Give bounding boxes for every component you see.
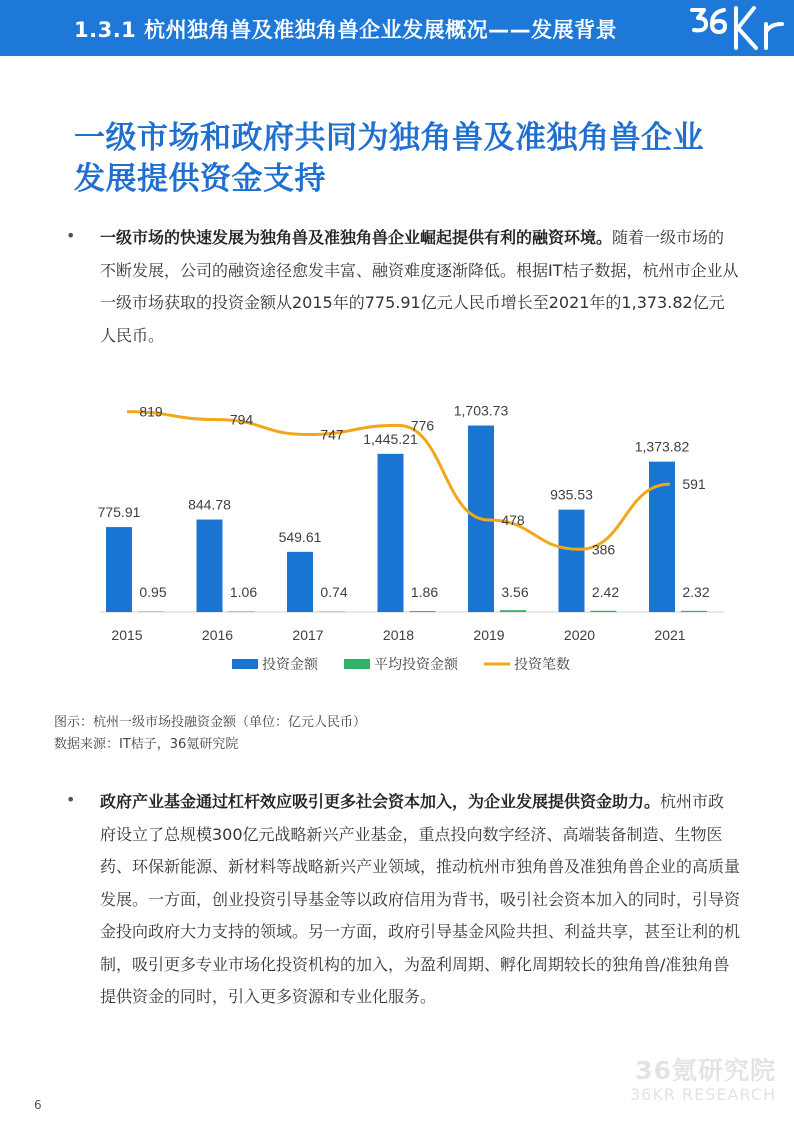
- line-label-2021: 591: [682, 476, 706, 493]
- paragraph-market-lead: 一级市场的快速发展为独角兽及准独角兽企业崛起提供有利的融资环境。: [100, 228, 613, 247]
- watermark-cn: 36氪研究院: [635, 1056, 776, 1085]
- main-title-line1: 一级市场和政府共同为独角兽及准独角兽企业: [74, 120, 704, 156]
- bar-label-average-2021: 2.32: [682, 584, 710, 600]
- bar-label-investment-2017: 549.61: [278, 528, 322, 545]
- x-tick-2015: 2015: [111, 627, 143, 643]
- bar-label-investment-2015: 775.91: [97, 504, 141, 521]
- 36kr-logo-mark: [692, 8, 782, 48]
- bar-label-investment-2021: 1,373.82: [634, 438, 690, 455]
- x-tick-2016: 2016: [201, 627, 234, 643]
- bar-label-average-2020: 2.42: [591, 584, 620, 600]
- line-label-2020: 386: [591, 541, 616, 558]
- x-tick-2021: 2021: [654, 627, 686, 643]
- bar-average-2020: [591, 611, 617, 612]
- bar-investment-2018: [378, 454, 404, 612]
- line-label-2017: 747: [320, 426, 344, 443]
- bar-investment-2016: [197, 520, 223, 612]
- bar-average-2021: [681, 611, 707, 612]
- watermark: [630, 1056, 776, 1104]
- line-label-2015: 819: [139, 403, 163, 420]
- watermark-en: 36KR RESEARCH: [629, 1085, 776, 1104]
- line-label-2018: 776: [410, 417, 435, 434]
- bullet-2: •: [66, 790, 76, 809]
- x-tick-2018: 2018: [382, 627, 415, 643]
- paragraph-market: [100, 222, 740, 352]
- paragraph-government-body: 杭州市政府设立了总规模300亿元战略新兴产业基金，重点投向数字经济、高端装备制造、生物医药、环保新能源、新材料等战略新兴产业领域，推动杭州市独角兽及准独角兽企业的高质量发展。一方面，创业投资引导基金等以政府信用为背书，吸引社会资本加入的同时，引导资金投向政府大力支持的领域。另一方面，政府引导基金风险共担、利益共享，甚至让利的机制，吸引更多专业市场化投资机构的加入，为盈利周期、孵化周期较长的独角兽/准独角兽提供资金的同时，引入更多资源和专业化服务。: [100, 792, 741, 1006]
- bar-average-2018: [410, 611, 436, 612]
- paragraph-government: [100, 786, 740, 1014]
- bar-label-average-2016: 1.06: [229, 584, 258, 600]
- x-tick-2020: 2020: [563, 627, 596, 643]
- bar-label-average-2017: 0.74: [320, 584, 348, 600]
- legend-swatch-1: [344, 659, 370, 669]
- paragraph-market-body: 随着一级市场的不断发展，公司的融资途径愈发丰富、融资难度逐渐降低。根据IT桔子数据，杭州市企业从一级市场获取的投资金额从2015年的775.91亿元人民币增长至2021年的1,373.82亿元人民币。: [100, 228, 739, 345]
- main-title: [74, 118, 734, 200]
- bar-label-investment-2018: 1,445.21: [363, 430, 418, 447]
- bar-average-2019: [500, 610, 526, 612]
- page-number: 6: [34, 1098, 42, 1112]
- header-title: 1.3.1 杭州独角兽及准独角兽企业发展概况——发展背景: [74, 18, 618, 42]
- bar-label-average-2018: 1.86: [410, 584, 439, 600]
- x-tick-2017: 2017: [292, 627, 324, 643]
- bullet-1: •: [66, 226, 76, 245]
- bar-label-investment-2020: 935.53: [550, 486, 593, 503]
- paragraph-government-lead: 政府产业基金通过杠杆效应吸引更多社会资本加入，为企业发展提供资金助力。: [100, 792, 661, 811]
- legend-swatch-0: [232, 659, 258, 669]
- bar-investment-2017: [287, 552, 313, 612]
- bar-investment-2015: [106, 527, 132, 612]
- 36kr-logo: [688, 2, 788, 52]
- bar-label-investment-2019: 1,703.73: [453, 402, 509, 419]
- line-label-2019: 478: [501, 512, 525, 529]
- bar-label-average-2015: 0.95: [139, 584, 167, 600]
- line-label-2016: 794: [229, 411, 254, 428]
- investment-chart: [40, 370, 760, 690]
- bar-investment-2020: [559, 510, 585, 612]
- bar-label-average-2019: 3.56: [501, 584, 529, 600]
- chart-source: 数据来源：IT桔子，36氪研究院: [54, 737, 239, 752]
- bar-label-investment-2016: 844.78: [188, 496, 231, 513]
- x-tick-2019: 2019: [473, 627, 505, 643]
- bar-average-2016: [229, 611, 255, 612]
- legend-label-1: 平均投资金额: [374, 656, 458, 672]
- legend-label-2: 投资笔数: [514, 656, 570, 672]
- chart-caption: 图示：杭州一级市场投融资金额（单位：亿元人民币）: [54, 715, 367, 730]
- main-title-line2: 发展提供资金支持: [74, 161, 326, 197]
- header-bar: [0, 0, 794, 56]
- legend-label-0: 投资金额: [262, 656, 318, 672]
